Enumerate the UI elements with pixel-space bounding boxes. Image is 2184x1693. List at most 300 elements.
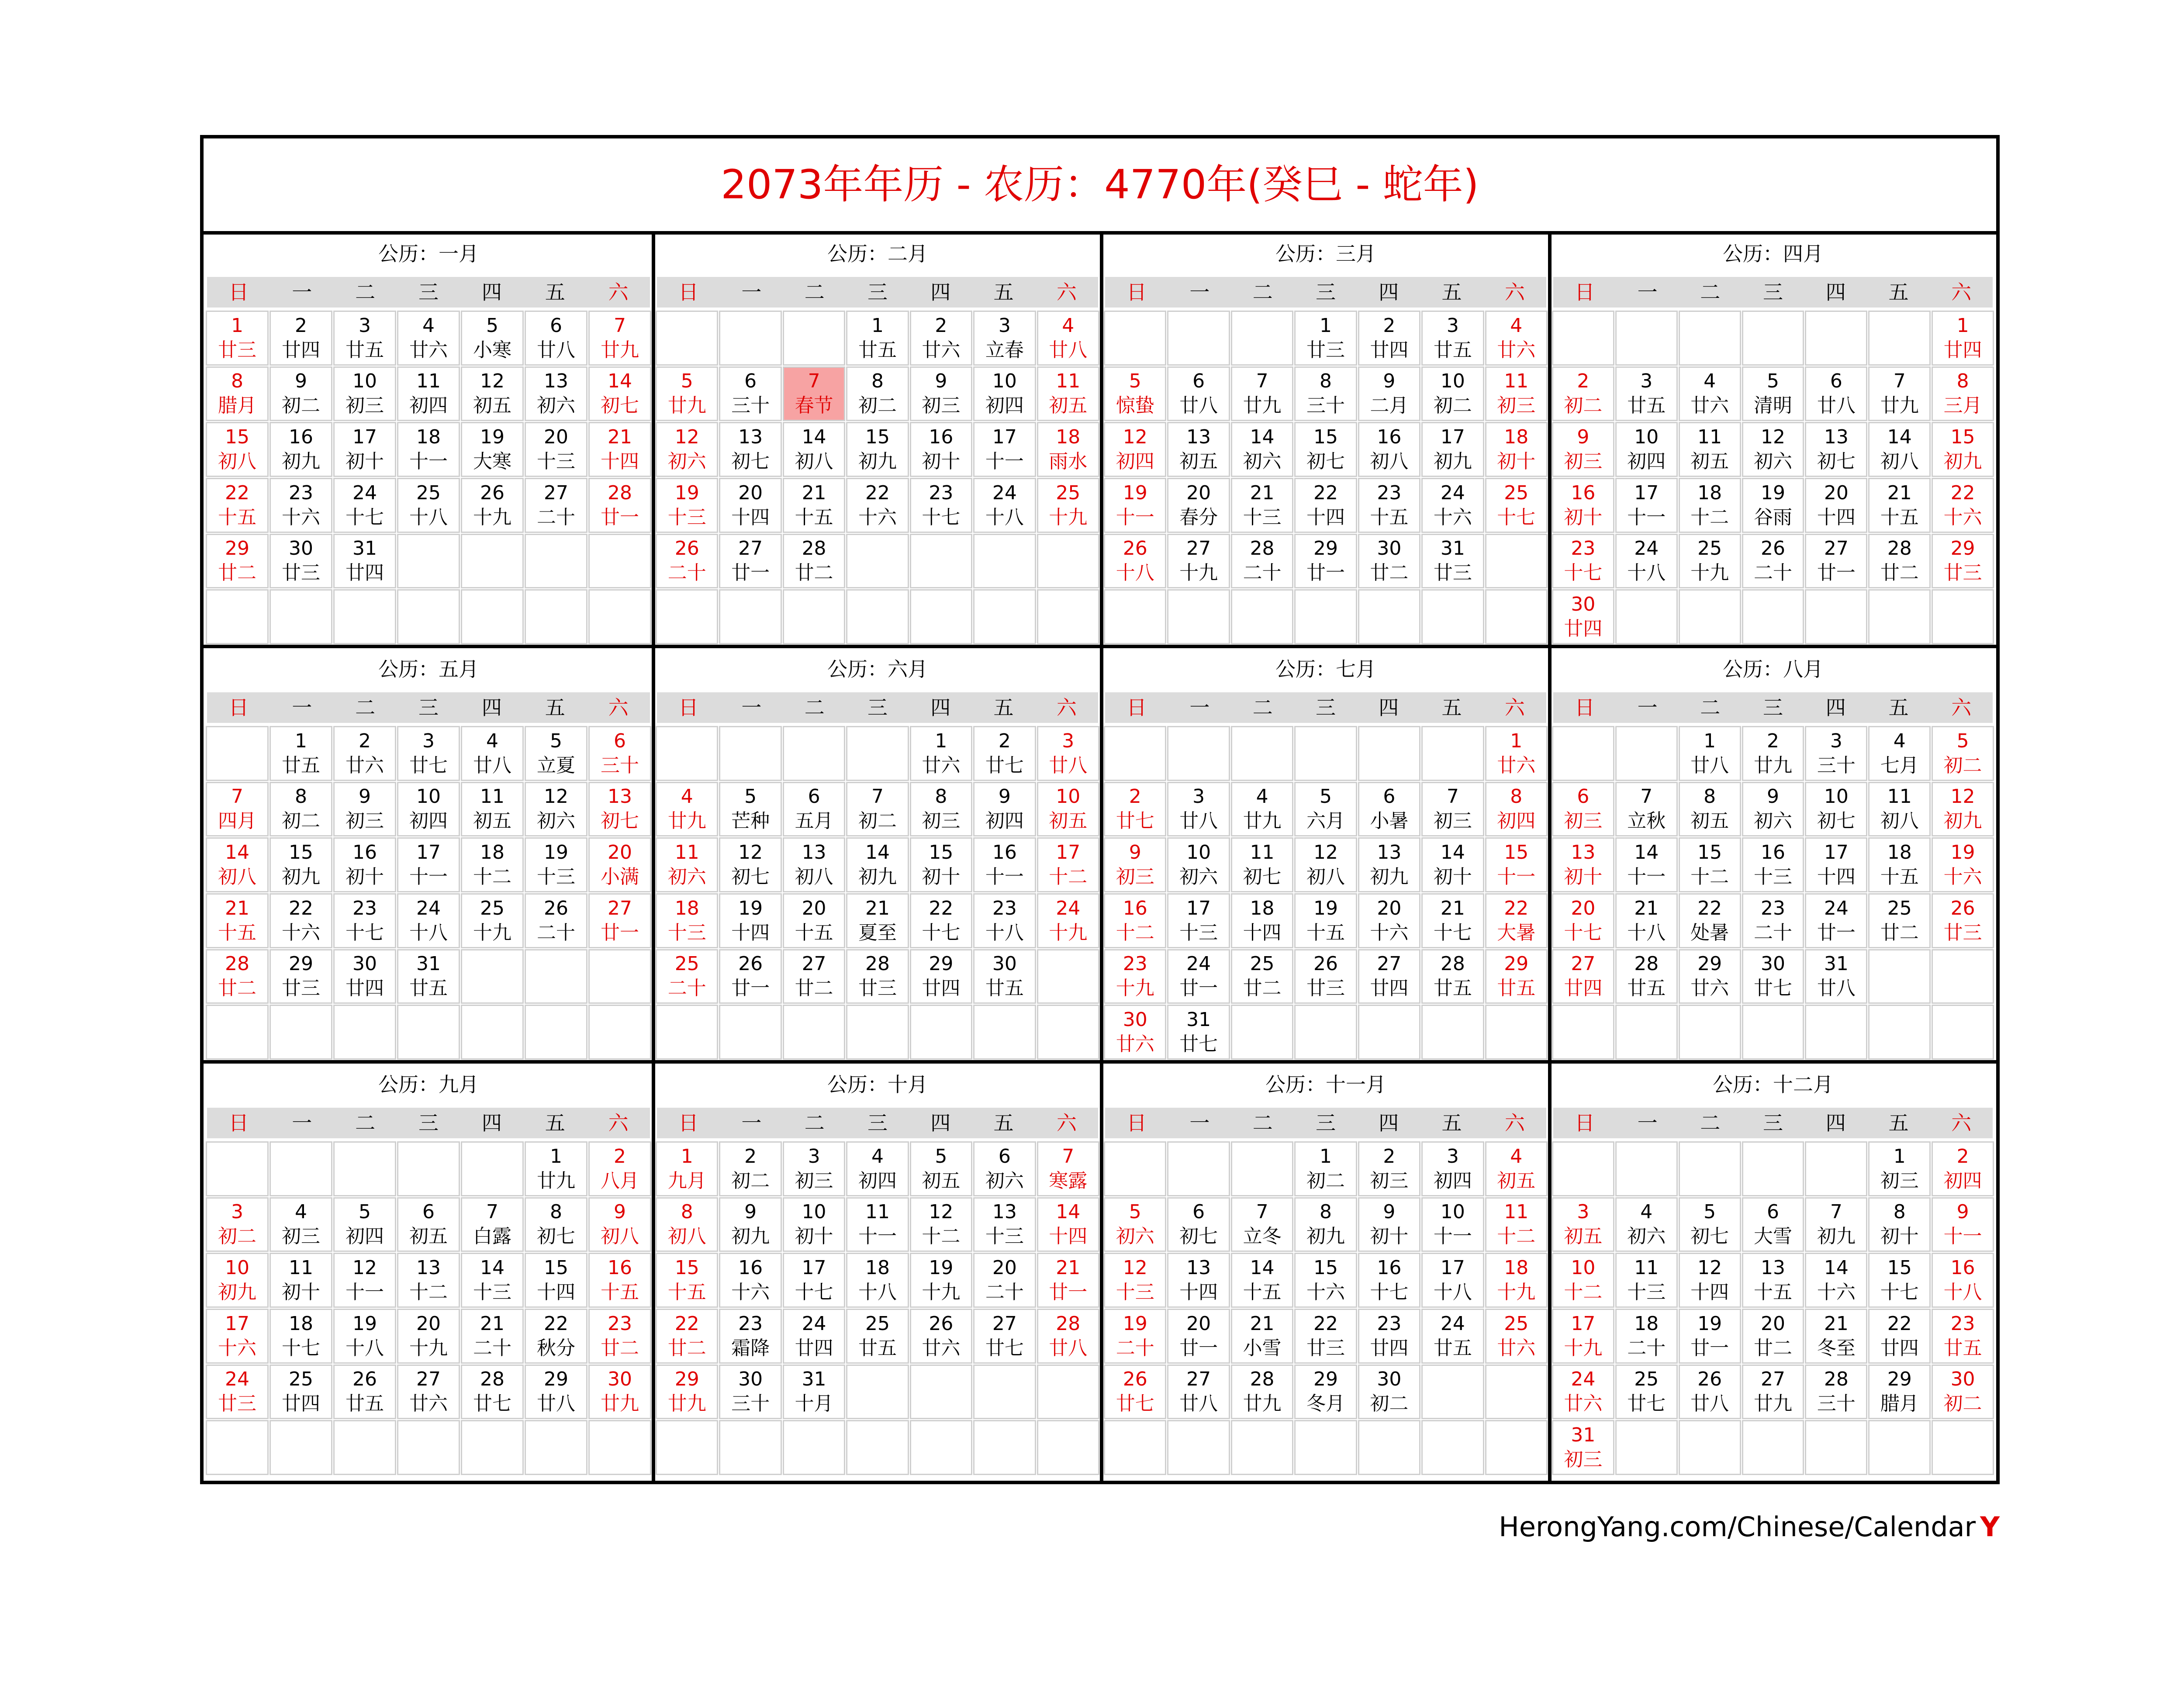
day-number: 12 [1760,426,1785,449]
day-cell [207,312,267,364]
empty-cell [1486,591,1546,643]
day-cell [784,1254,844,1306]
day-number: 15 [865,426,890,449]
empty-cell [1870,591,1929,643]
day-number: 11 [1634,1257,1659,1279]
day-number: 11 [1504,1201,1529,1223]
empty-cell [1680,1006,1740,1058]
lunar-date: 三十 [731,394,770,417]
day-cell [335,1199,395,1251]
lunar-date: 十一 [1116,506,1154,529]
weekday-label: 一 [1637,280,1658,304]
day-number: 19 [738,897,763,919]
lunar-date: 七月 [1880,754,1919,777]
day-cell [462,479,522,532]
weekday-label: 四 [1825,1111,1846,1135]
day-number: 23 [608,1312,632,1335]
day-cell [335,479,395,532]
day-cell [1553,1199,1613,1251]
day-cell [590,895,650,947]
day-cell [1296,1254,1355,1306]
day-cell [657,1199,717,1251]
lunar-date: 初九 [858,450,897,473]
day-number: 12 [1123,1257,1147,1279]
lunar-date: 初四 [409,810,448,833]
lunar-date: 十九 [473,506,511,529]
day-cell [911,727,971,780]
lunar-date: 十一 [409,866,448,888]
day-cell [784,1199,844,1251]
lunar-date: 三十 [1817,754,1856,777]
weekday-label: 五 [993,1111,1014,1135]
site-footer [1476,1510,2000,1544]
lunar-date: 十二 [409,1281,448,1304]
day-number: 23 [289,481,313,504]
lunar-date: 廿四 [346,562,384,584]
day-cell [335,312,395,364]
empty-cell [335,1143,395,1195]
day-number: 12 [929,1201,954,1223]
lunar-date: 二十 [1753,921,1792,944]
day-number: 1 [295,729,307,752]
day-number: 9 [359,785,371,808]
month-block [653,231,1102,646]
lunar-date: 廿六 [1116,1033,1154,1056]
empty-cell [1617,591,1676,643]
day-cell [207,1310,267,1362]
day-number: 29 [1504,953,1529,975]
lunar-date: 初三 [1564,810,1603,833]
lunar-date: 十二 [1564,1281,1603,1304]
day-grid [657,727,1098,1058]
weekday-label: 三 [1763,280,1783,304]
lunar-date: 廿二 [218,562,256,584]
weekday-label: 六 [1056,280,1077,304]
lunar-date: 初二 [218,1225,256,1248]
day-cell [784,479,844,532]
month-title: 公历：十月 [827,1073,928,1096]
day-cell [1743,423,1803,476]
day-number: 25 [865,1312,890,1335]
day-cell [398,479,459,532]
lunar-date: 初十 [1497,450,1536,473]
lunar-date: 二十 [1753,562,1792,584]
day-number: 14 [1250,426,1275,449]
day-number: 31 [1186,1009,1211,1031]
empty-cell [1232,1143,1292,1195]
lunar-date: 腊月 [1880,1392,1919,1415]
lunar-date: 廿六 [346,754,384,777]
day-number: 14 [1634,841,1659,864]
lunar-date: 廿三 [858,977,897,1000]
lunar-date: 十一 [409,450,448,473]
day-cell [271,950,331,1003]
day-number: 1 [1956,314,1969,337]
day-cell [1553,368,1613,420]
day-cell [975,423,1034,476]
day-number: 24 [1440,481,1465,504]
day-cell [1105,839,1165,891]
lunar-date: 十五 [795,921,833,944]
lunar-date: 初十 [1880,1225,1919,1248]
day-cell [398,839,459,891]
lunar-date: 廿二 [795,977,833,1000]
day-cell [398,727,459,780]
day-number: 15 [1313,426,1338,449]
lunar-date: 十四 [1049,1225,1088,1248]
day-cell [911,839,971,891]
lunar-date: 初二 [1943,754,1982,777]
empty-cell [271,1143,331,1195]
lunar-date: 霜降 [731,1337,770,1359]
lunar-date: 廿四 [922,977,961,1000]
lunar-date: 初二 [1306,1169,1345,1192]
empty-cell [335,591,395,643]
empty-cell [847,591,907,643]
day-cell [1617,895,1676,947]
day-number: 23 [738,1312,763,1335]
weekday-header [657,692,1098,723]
empty-cell [1870,312,1929,364]
empty-cell [657,727,717,780]
lunar-date: 初四 [1433,1169,1472,1192]
day-cell [1806,535,1866,587]
day-cell [1617,839,1676,891]
weekday-label: 三 [867,1111,888,1135]
day-number: 4 [295,1201,307,1223]
lunar-date: 小暑 [1370,810,1409,833]
lunar-date: 初六 [1243,450,1282,473]
lunar-date: 十六 [1306,1281,1345,1304]
day-number: 12 [1313,841,1338,864]
day-number: 18 [1697,481,1722,504]
day-cell [462,1366,522,1418]
empty-cell [1680,591,1740,643]
day-number: 24 [802,1312,826,1335]
day-number: 22 [865,481,890,504]
day-number: 19 [929,1257,954,1279]
day-cell [1105,1310,1165,1362]
day-number: 25 [674,953,699,975]
day-number: 4 [422,314,435,337]
day-number: 7 [808,370,820,393]
weekday-label: 四 [481,280,502,304]
day-number: 8 [550,1201,562,1223]
day-cell [1105,895,1165,947]
lunar-date: 二十 [1116,1337,1154,1359]
day-number: 12 [1950,785,1975,808]
day-cell [1168,1310,1228,1362]
weekday-label: 二 [804,280,825,304]
lunar-date: 十八 [985,921,1024,944]
day-cell [1806,839,1866,891]
day-number: 6 [998,1145,1011,1168]
lunar-date: 十六 [1433,506,1472,529]
weekday-label: 一 [292,696,312,719]
weekday-header [1553,1108,1993,1138]
lunar-date: 二十 [1627,1337,1666,1359]
day-number: 27 [1186,1368,1211,1391]
lunar-date: 十二 [922,1225,961,1248]
day-cell [847,479,907,532]
lunar-date: 立春 [985,339,1024,361]
lunar-date: 腊月 [218,394,256,417]
day-cell [784,1310,844,1362]
weekday-label: 二 [355,1111,376,1135]
weekday-label: 六 [1951,280,1972,304]
day-cell [1617,479,1676,532]
lunar-date: 立夏 [537,754,575,777]
day-cell [398,950,459,1003]
day-number: 16 [992,841,1017,864]
day-number: 16 [1950,1257,1975,1279]
day-number: 28 [480,1368,505,1391]
lunar-date: 廿一 [1179,977,1218,1000]
day-cell [271,1254,331,1306]
weekday-label: 四 [930,696,951,719]
lunar-date: 初三 [922,810,961,833]
day-number: 24 [1186,953,1211,975]
day-cell [657,479,717,532]
lunar-date: 春节 [795,394,833,417]
month-block [653,646,1102,1062]
day-cell [1296,1143,1355,1195]
lunar-date: 十五 [1243,1281,1282,1304]
weekday-label: 五 [993,280,1014,304]
day-cell [335,950,395,1003]
footer-link[interactable]: HerongYang.com/Chinese/Calendar [1499,1511,1976,1543]
lunar-date: 廿四 [1564,977,1603,1000]
weekday-label: 四 [1379,1111,1399,1135]
day-number: 16 [1760,841,1785,864]
day-number: 24 [352,481,377,504]
day-number: 13 [992,1201,1017,1223]
empty-cell [1105,1143,1165,1195]
empty-cell [1617,727,1676,780]
day-cell [207,1254,267,1306]
day-cell [462,312,522,364]
day-cell [1168,895,1228,947]
day-cell [911,783,971,836]
day-cell [1105,1199,1165,1251]
lunar-date: 廿九 [667,1392,706,1415]
weekday-label: 六 [608,1111,629,1135]
lunar-date: 初十 [922,866,961,888]
lunar-date: 二十 [537,506,575,529]
day-number: 1 [1319,314,1332,337]
empty-cell [1617,1421,1676,1474]
weekday-label: 五 [545,696,565,719]
lunar-date: 廿六 [922,339,961,361]
weekday-label: 五 [1441,280,1462,304]
lunar-date: 小寒 [473,339,511,361]
day-cell [1553,783,1613,836]
day-cell [911,950,971,1003]
lunar-date: 初五 [1179,450,1218,473]
day-number: 3 [1577,1201,1590,1223]
day-number: 24 [1440,1312,1465,1335]
day-cell [911,368,971,420]
day-number: 4 [871,1145,884,1168]
lunar-date: 初九 [1306,1225,1345,1248]
day-cell [1423,950,1482,1003]
month-title: 公历：十二月 [1713,1073,1833,1096]
lunar-date: 十八 [346,1337,384,1359]
empty-cell [526,1006,586,1058]
day-cell [335,1366,395,1418]
day-number: 26 [738,953,763,975]
day-cell [271,1310,331,1362]
day-cell [1553,1366,1613,1418]
empty-cell [847,1421,907,1474]
empty-cell [1423,1366,1482,1418]
day-cell [657,895,717,947]
day-number: 14 [608,370,632,393]
day-number: 15 [1313,1257,1338,1279]
day-number: 3 [231,1201,243,1223]
day-cell [1423,479,1482,532]
lunar-date: 初十 [1370,1225,1409,1248]
lunar-date: 十四 [1817,506,1856,529]
lunar-date: 廿二 [1370,562,1409,584]
day-cell [526,312,586,364]
day-cell [1038,783,1098,836]
day-number: 8 [231,370,243,393]
month-block [653,1062,1102,1477]
day-cell [526,783,586,836]
day-cell [1232,783,1292,836]
day-cell [1870,479,1929,532]
day-cell [462,1199,522,1251]
lunar-date: 十七 [282,1337,320,1359]
day-cell [657,950,717,1003]
lunar-date: 十九 [922,1281,961,1304]
empty-cell [784,591,844,643]
lunar-date: 廿九 [601,1392,639,1415]
day-number: 22 [1504,897,1529,919]
day-cell [1743,895,1803,947]
day-cell [590,839,650,891]
day-number: 26 [1950,897,1975,919]
lunar-date: 二十 [667,977,706,1000]
empty-cell [1105,312,1165,364]
lunar-date: 初八 [218,866,256,888]
day-number: 31 [1571,1424,1596,1447]
day-cell [720,423,780,476]
day-cell [462,783,522,836]
lunar-date: 雨水 [1049,450,1088,473]
empty-cell [1806,1421,1866,1474]
day-cell [1168,1366,1228,1418]
lunar-date: 十九 [473,921,511,944]
day-cell [1038,1143,1098,1195]
empty-cell [590,950,650,1003]
day-number: 25 [416,481,441,504]
day-number: 16 [289,426,313,449]
lunar-date: 廿一 [1817,921,1856,944]
day-cell [462,727,522,780]
lunar-date: 初二 [731,1169,770,1192]
weekday-label: 三 [418,1111,439,1135]
weekday-label: 六 [1056,696,1077,719]
day-number: 1 [871,314,884,337]
day-number: 1 [231,314,243,337]
lunar-date: 初二 [1564,394,1603,417]
day-number: 22 [1950,481,1975,504]
lunar-date: 十五 [218,506,256,529]
day-cell [1038,479,1098,532]
day-number: 5 [1129,1201,1141,1223]
day-number: 1 [550,1145,562,1168]
lunar-date: 十二 [1049,866,1088,888]
lunar-date: 廿五 [346,339,384,361]
day-number: 6 [550,314,562,337]
day-cell [335,839,395,891]
lunar-date: 初四 [409,394,448,417]
day-number: 2 [1766,729,1779,752]
day-cell [847,1199,907,1251]
lunar-date: 十一 [1433,1225,1472,1248]
lunar-date: 十八 [985,506,1024,529]
day-number: 19 [1313,897,1338,919]
day-grid [1553,312,1993,643]
day-number: 27 [992,1312,1017,1335]
day-number: 3 [1446,314,1459,337]
day-cell [1806,783,1866,836]
lunar-date: 廿九 [1753,754,1792,777]
lunar-date: 初四 [1497,810,1536,833]
day-number: 21 [608,426,632,449]
day-cell [1553,950,1613,1003]
lunar-date: 十六 [1817,1281,1856,1304]
day-number: 2 [998,729,1011,752]
day-cell [720,1143,780,1195]
day-cell [1806,950,1866,1003]
weekday-header [207,277,650,308]
day-cell [1423,1199,1482,1251]
lunar-date: 廿七 [1116,810,1154,833]
lunar-date: 廿八 [1817,977,1856,1000]
day-number: 6 [1766,1201,1779,1223]
day-cell [271,1199,331,1251]
month-block [204,231,653,646]
lunar-date: 十五 [1880,866,1919,888]
lunar-date: 十一 [858,1225,897,1248]
day-cell [911,479,971,532]
empty-cell [975,535,1034,587]
lunar-date: 廿五 [1943,1337,1982,1359]
day-cell [1105,535,1165,587]
empty-cell [271,591,331,643]
column-divider [652,231,655,1481]
lunar-date: 初五 [473,394,511,417]
empty-cell [657,312,717,364]
day-number: 5 [1766,370,1779,393]
day-cell [784,895,844,947]
day-number: 8 [681,1201,693,1223]
lunar-date: 春分 [1179,506,1218,529]
day-grid [1105,312,1546,643]
day-number: 28 [608,481,632,504]
day-cell [1933,312,1993,364]
day-cell [1232,423,1292,476]
empty-cell [975,1366,1034,1418]
day-cell [975,783,1034,836]
lunar-date: 十九 [1564,1337,1603,1359]
day-number: 7 [614,314,626,337]
day-cell [657,783,717,836]
lunar-date: 廿七 [1179,1033,1218,1056]
